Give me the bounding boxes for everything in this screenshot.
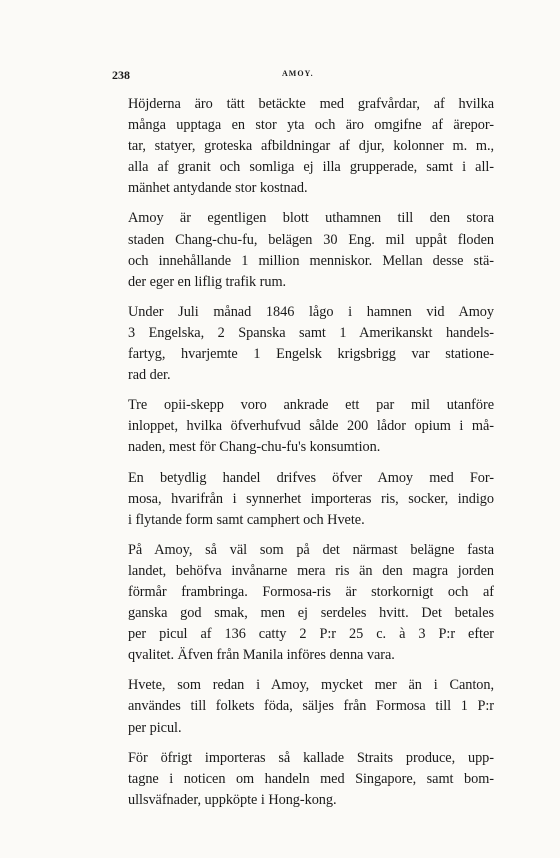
text-line: mänhet antydande stor kostnad. xyxy=(128,180,308,197)
text-line: Hvete, som redan i Amoy, mycket mer än i Canton, xyxy=(128,677,494,694)
paragraph xyxy=(112,540,494,667)
paragraph xyxy=(112,395,494,458)
text-line: Under Juli månad 1846 lågo i hamnen vid Amoy xyxy=(128,303,494,320)
text-line: qvalitet. Äfven från Manila införes denna vara. xyxy=(128,647,395,664)
paragraph xyxy=(112,302,494,386)
text-line: förmår frambringa. Formosa-ris är storkornigt och af xyxy=(128,583,494,600)
text-line: mosa, hvarifrån i synnerhet importeras ris, socker, indigo xyxy=(128,490,494,507)
text-line: alla af granit och somliga ej illa grupperade, samt i all- xyxy=(128,159,494,176)
text-line: landet, behöfva invånarne mera ris än den magra jorden xyxy=(128,562,494,579)
text-line: En betydlig handel drifves öfver Amoy med For- xyxy=(128,469,494,486)
text-line: och innehållande 1 million menniskor. Mellan desse stä- xyxy=(128,252,494,269)
text-line: ganska god smak, men ej serdeles hvitt. Det betales xyxy=(128,605,494,622)
text-line: i flytande form samt camphert och Hvete. xyxy=(128,511,365,528)
text-line: Höjderna äro tätt betäckte med grafvårdar, af hvilka xyxy=(128,96,494,112)
paragraph xyxy=(112,208,494,292)
text-line: På Amoy, så väl som på det närmast belägne fasta xyxy=(128,541,494,558)
text-line: rad der. xyxy=(128,367,171,384)
text-line: naden, mest för Chang-chu-fu's konsumtion. xyxy=(128,439,381,456)
text-line: användes till folkets föda, säljes från Formosa till 1 P:r xyxy=(128,698,494,715)
text-line: staden Chang-chu-fu, belägen 30 Eng. mil uppåt floden xyxy=(128,231,494,248)
text-line: fartyg, hvarjemte 1 Engelsk krigsbrigg var statione- xyxy=(128,346,494,363)
text-line: per picul. xyxy=(128,719,182,736)
running-head: AMOY. xyxy=(282,69,314,78)
text-line: tar, statyer, groteska afbildningar af djur, kolonner m. m., xyxy=(128,138,494,155)
paragraph xyxy=(112,748,494,811)
body-text xyxy=(112,94,494,811)
text-line: 3 Engelska, 2 Spanska samt 1 Amerikanskt handels- xyxy=(128,324,494,341)
text-line: ullsväfnader, uppköpte i Hong-kong. xyxy=(128,791,337,808)
page-number: 238 xyxy=(112,68,130,82)
paragraph xyxy=(112,675,494,738)
text-line: der eger en liflig trafik rum. xyxy=(128,273,287,290)
text-line: inloppet, hvilka öfverhufvud sålde 200 lådor opium i må- xyxy=(128,418,494,435)
page-header xyxy=(112,68,492,84)
paragraph xyxy=(112,468,494,531)
text-line: många upptaga en stor yta och äro omgifne af ärepor- xyxy=(128,117,494,134)
text-line: Amoy är egentligen blott uthamnen till den stora xyxy=(128,210,494,227)
text-line: Tre opii-skepp voro ankrade ett par mil utanföre xyxy=(128,397,494,414)
text-line: tagne i noticen om handeln med Singapore, samt bom- xyxy=(128,770,494,787)
text-line: per picul af 136 catty 2 P:r 25 c. à 3 P:r efter xyxy=(128,626,494,643)
text-line: För öfrigt importeras så kallade Straits produce, upp- xyxy=(128,749,494,766)
paragraph xyxy=(112,94,494,199)
